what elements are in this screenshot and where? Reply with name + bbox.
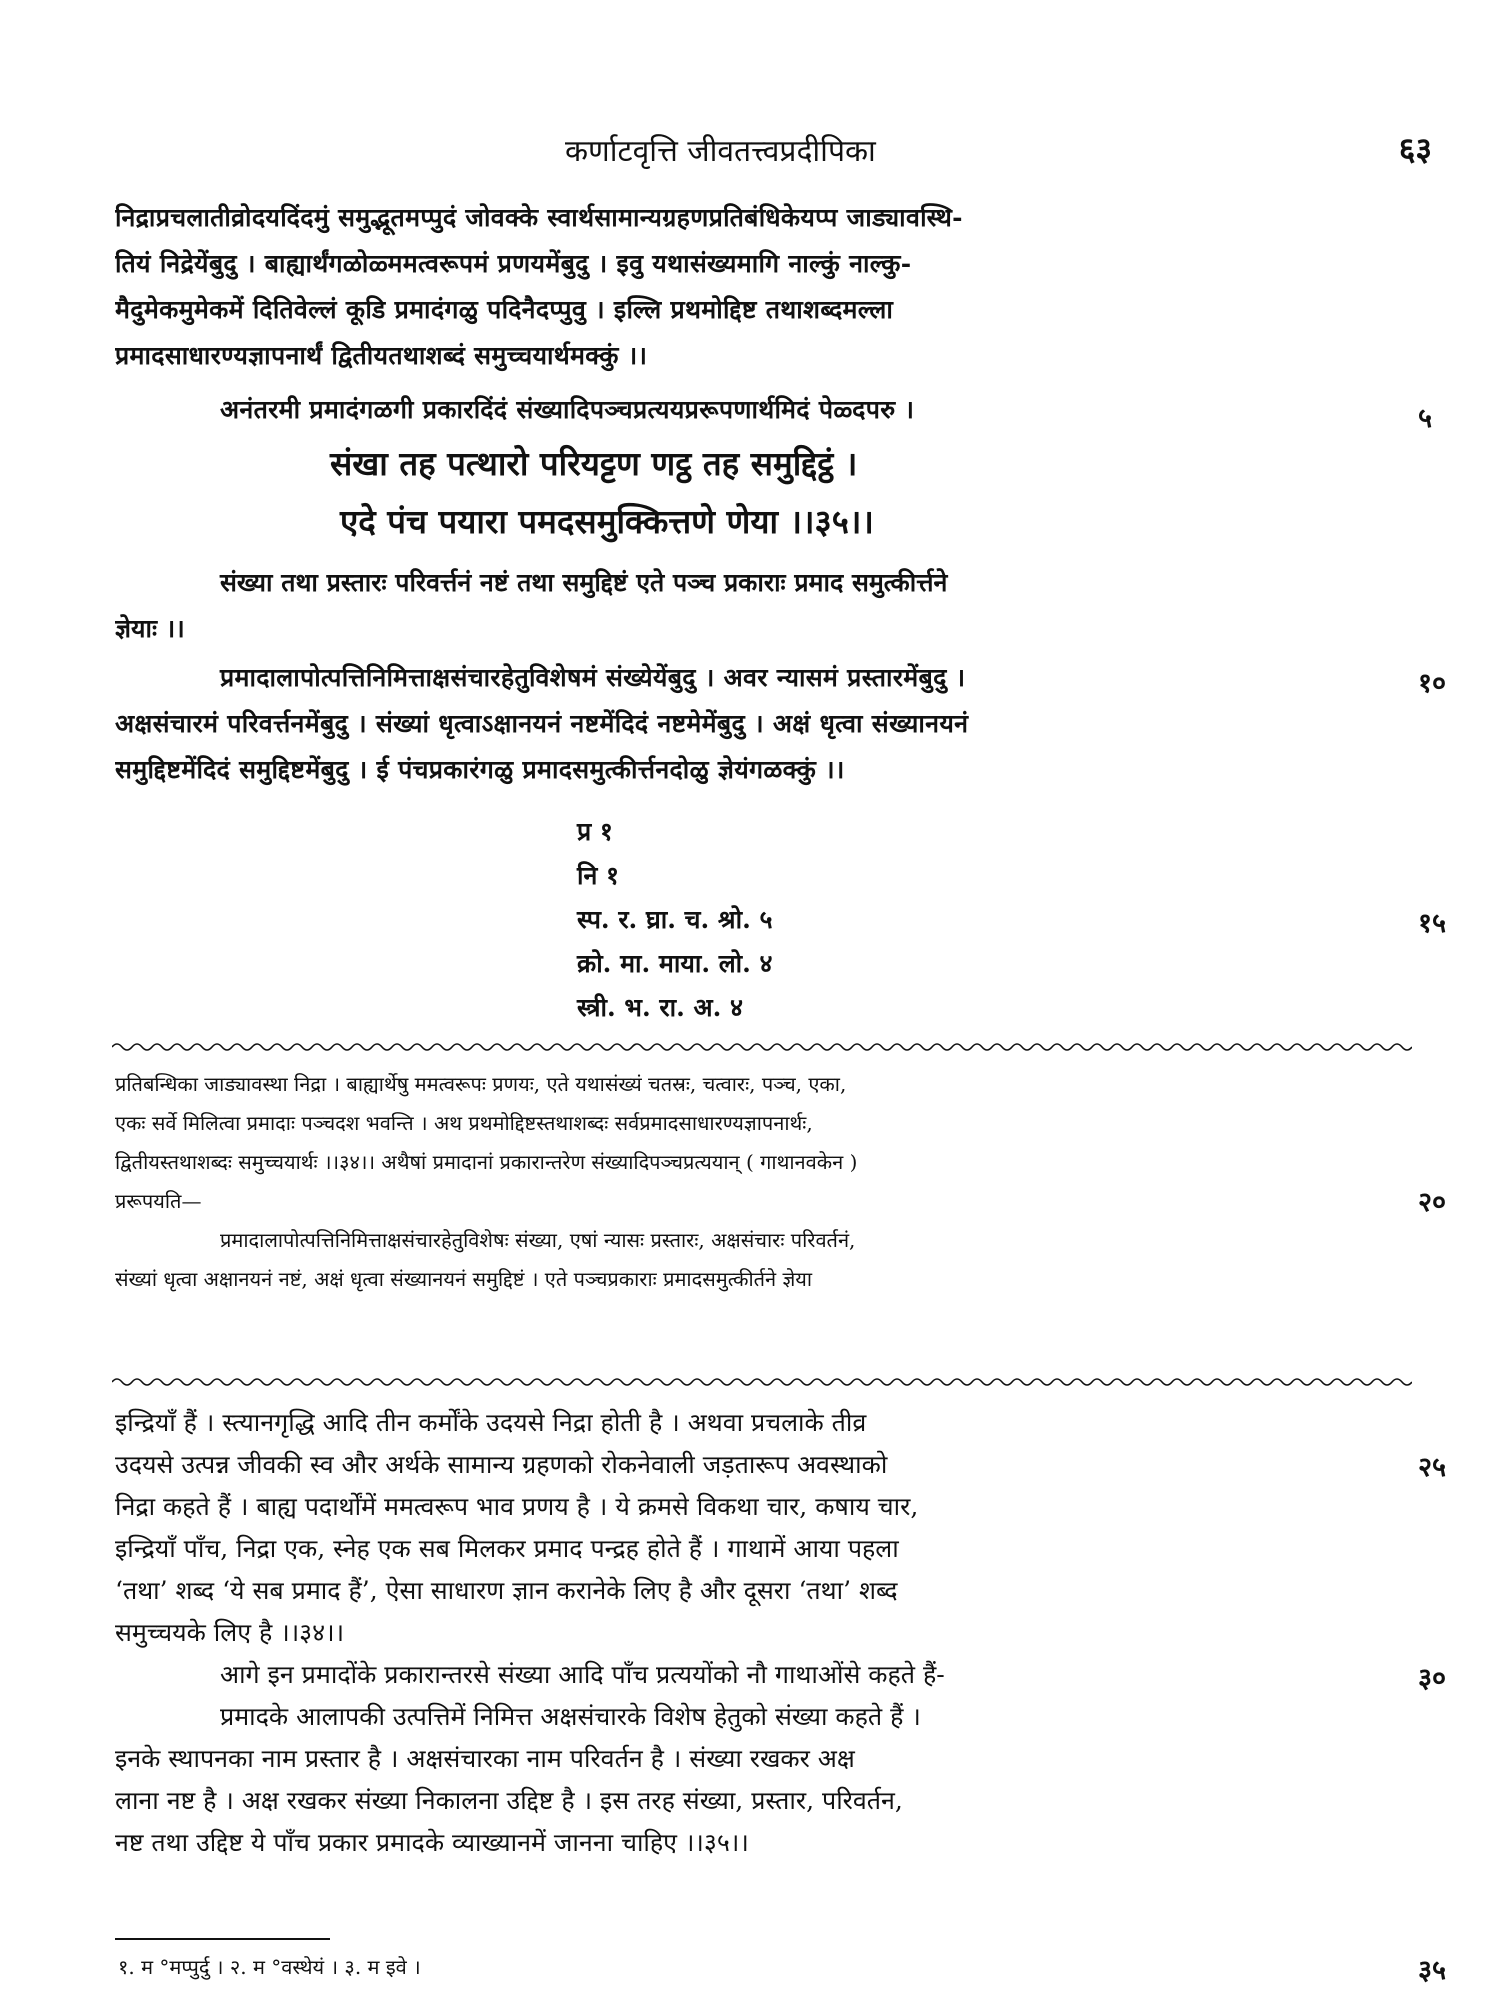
table-row: नि १ bbox=[577, 861, 620, 890]
commentary-block-1 bbox=[115, 195, 1410, 379]
sanskrit-commentary bbox=[115, 1065, 1410, 1299]
commentary-line: प्रतिबन्धिका जाड्यावस्था निद्रा । बाह्यार्थेषु ममत्वरूपः प्रणयः, एते यथासंख्यं चतस्रः, चत्वारः, पञ्च, एका, bbox=[115, 1072, 847, 1096]
commentary-line: प्ररूपयति— bbox=[115, 1189, 202, 1213]
line-number: २५ bbox=[1418, 1452, 1447, 1483]
commentary-line: मैदुमेकमुमेकमें दितिवेल्लं कूडि प्रमादंगळु पदिनैदप्पुवु । इल्लि प्रथमोद्दिष्ट तथाशब्दमल्ला bbox=[115, 295, 894, 324]
commentary-line: एकः सर्वे मिलित्वा प्रमादाः पञ्चदश भवन्ति । अथ प्रथमोद्दिष्टस्तथाशब्दः सर्वप्रमादसाधारण्यज्ञापनार्थः, bbox=[115, 1111, 813, 1135]
chaya-line: संख्या तथा प्रस्तारः परिवर्त्तनं नष्टं तथा समुद्दिष्टं एते पञ्च प्रकाराः प्रमाद समुत्कीर्त्तने bbox=[220, 568, 948, 597]
commentary-line: निद्राप्रचलातीव्रोदयदिंदमुं समुद्भूतमप्पुदं जोवक्के स्वार्थसामान्यग्रहणप्रतिबंधिकेयप्प जाड्यावस्थि- bbox=[115, 203, 963, 232]
hindi-line: इन्द्रियाँ हैं । स्त्यानगृद्धि आदि तीन कर्मोंके उदयसे निद्रा होती है । अथवा प्रचलाके तीव्र bbox=[115, 1408, 867, 1437]
table-row: क्रो. मा. माया. लो. ४ bbox=[577, 949, 773, 978]
hindi-line: इन्द्रियाँ पाँच, निद्रा एक, स्नेह एक सब मिलकर प्रमाद पन्द्रह होते हैं । गाथामें आया पहला bbox=[115, 1534, 899, 1563]
line-number: ३० bbox=[1418, 1663, 1447, 1694]
gatha-introduction bbox=[115, 387, 1410, 433]
commentary-block-2 bbox=[115, 655, 1410, 793]
line-number: १० bbox=[1418, 668, 1447, 699]
line-number: १५ bbox=[1418, 908, 1447, 939]
hindi-line: ‘तथा’ शब्द ‘ये सब प्रमाद हैं’, ऐसा साधारण ज्ञान करानेके लिए है और दूसरा ‘तथा’ शब्द bbox=[115, 1576, 898, 1605]
hindi-line: आगे इन प्रमादोंके प्रकारान्तरसे संख्या आदि पाँच प्रत्ययोंको नौ गाथाओंसे कहते हैं- bbox=[220, 1660, 945, 1689]
hindi-line: लाना नष्ट है । अक्ष रखकर संख्या निकालना उद्दिष्ट है । इस तरह संख्या, प्रस्तार, परिवर्तन, bbox=[115, 1786, 903, 1815]
chaya-line: ज्ञेयाः ।। bbox=[115, 614, 185, 643]
hindi-line: निद्रा कहते हैं । बाह्य पदार्थोंमें ममत्वरूप भाव प्रणय है । ये क्रमसे विकथा चार, कषाय चार, bbox=[115, 1492, 919, 1521]
commentary-line: समुद्दिष्टमेंदिदं समुद्दिष्टमेंबुदु । ई पंचप्रकारंगळु प्रमादसमुत्कीर्त्तनदोळु ज्ञेयंगळक्कुं ।। bbox=[115, 755, 845, 784]
hindi-line: प्रमादके आलापकी उत्पत्तिमें निमित्त अक्षसंचारके विशेष हेतुको संख्या कहते हैं । bbox=[220, 1702, 921, 1731]
commentary-line: प्रमादालापोत्पत्तिनिमित्ताक्षसंचारहेतुविशेषः संख्या, एषां न्यासः प्रस्तारः, अक्षसंचारः परिवर्तनं, bbox=[220, 1228, 856, 1252]
commentary-line: द्वितीयस्तथाशब्दः समुच्चयार्थः ।।३४।। अथैषां प्रमादानां प्रकारान्तरेण संख्यादिपञ्चप्रत्ययान् ( गाथानवकेन ) bbox=[115, 1150, 858, 1174]
wavy-divider bbox=[112, 1375, 1412, 1389]
commentary-line: प्रमादसाधारण्यज्ञापनार्थं द्वितीयतथाशब्दं समुच्चयार्थमक्कुं ।। bbox=[115, 341, 648, 370]
verse-line: एदे पंच पयारा पमदसमुक्कित्तणे णेया ।।३५।। bbox=[340, 502, 874, 541]
wavy-divider bbox=[112, 1040, 1412, 1054]
table-row: प्र १ bbox=[577, 817, 613, 846]
footnote-rule bbox=[115, 1938, 330, 1940]
verse-line: संखा तह पत्थारो परियट्टण णट्ठ तह समुद्दिट्ठं । bbox=[330, 444, 858, 483]
line-number: ३५ bbox=[1418, 1955, 1447, 1986]
hindi-line: इनके स्थापनका नाम प्रस्तार है । अक्षसंचारका नाम परिवर्तन है । संख्या रखकर अक्ष bbox=[115, 1744, 855, 1773]
hindi-line: नष्ट तथा उद्दिष्ट ये पाँच प्रकार प्रमादके व्याख्यानमें जानना चाहिए ।।३५।। bbox=[115, 1828, 749, 1857]
hindi-line: उदयसे उत्पन्न जीवकी स्व और अर्थके सामान्य ग्रहणको रोकनेवाली जड़तारूप अवस्थाको bbox=[115, 1450, 888, 1479]
footnote: १. म °मप्पुर्दु । २. म °वस्थेयं । ३. म इवे । bbox=[118, 1955, 421, 1979]
hindi-line: समुच्चयके लिए है ।।३४।। bbox=[115, 1618, 345, 1647]
line-number: ५ bbox=[1418, 403, 1433, 434]
running-title: कर्णाटवृत्ति जीवतत्त्वप्रदीपिका bbox=[565, 134, 876, 169]
commentary-line: संख्यां धृत्वा अक्षानयनं नष्टं, अक्षं धृत्वा संख्यानयनं समुद्दिष्टं । एते पञ्चप्रकाराः प्रमादसमुत्कीर्तने ज्ञेया bbox=[115, 1267, 813, 1291]
table-row: स्त्री. भ. रा. अ. ४ bbox=[577, 993, 744, 1022]
intro-line: अनंतरमी प्रमादंगळगी प्रकारदिंदं संख्यादिपञ्चप्रत्ययप्ररूपणार्थमिदं पेळ्दपरु । bbox=[220, 395, 915, 424]
hindi-translation bbox=[115, 1402, 1410, 1864]
commentary-line: प्रमादालापोत्पत्तिनिमित्ताक्षसंचारहेतुविशेषमं संख्येयेंबुदु । अवर न्यासमं प्रस्तारमेंबुदु । bbox=[220, 663, 966, 692]
pramada-table bbox=[577, 810, 773, 1030]
commentary-line: अक्षसंचारमं परिवर्त्तनमेंबुदु । संख्यां धृत्वाऽक्षानयनं नष्टमेंदिदं नष्टमेमेंबुदु । अक्षं धृत्वा संख्यानयनं bbox=[115, 709, 969, 738]
running-header bbox=[0, 125, 1500, 175]
commentary-line: तियं निद्रेयेंबुदु । बाह्यार्थंगळोळ्ममत्वरूपमं प्रणयमेंबुदु । इवु यथासंख्यमागि नाल्कुं नाल्कु- bbox=[115, 249, 912, 278]
line-number: २० bbox=[1418, 1187, 1447, 1218]
gatha-verse bbox=[330, 435, 1330, 551]
table-row: स्प. र. घ्रा. च. श्रो. ५ bbox=[577, 905, 773, 934]
page-number: ६३ bbox=[1398, 130, 1432, 168]
sanskrit-chaya bbox=[115, 560, 1410, 652]
